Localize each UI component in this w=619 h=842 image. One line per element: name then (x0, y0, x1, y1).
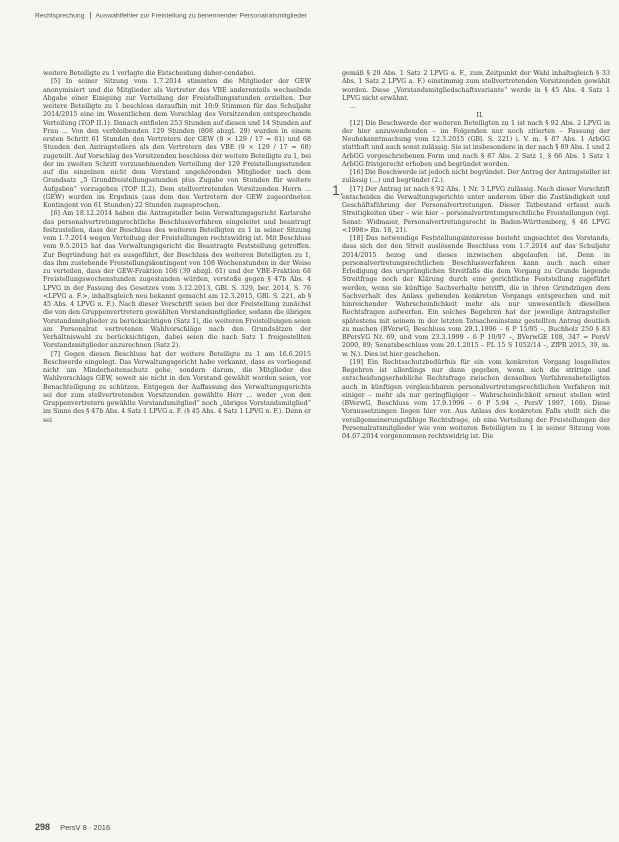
paragraph: [18] Das notwendige Feststellungsinteresse besteht ungeachtet des Vorstands, dass sich der den Streit auslösende Beschluss vom 1.7.2014 auf das Schuljahr 2014/2015 bezog und dieses inzwischen abgelaufen ist. Denn in personalvertretungsrechtlichen Beschlussverfahren kann auch nach einer Erledigung des ursprünglichen Streitfalls die dem Vorgang zu Grunde liegende Streitfrage noch der Klärung durch eine gerichtliche Feststellung zugeführt werden, wenn sie künftige Sachverhalte betrifft, die in ihren Grundzügen dem Sachverhalt des Anlass gebenden konkreten Vorgangs entsprechen und mit hinreichender Wahrscheinlichkeit mehr als nur unwesentlich dieselben Rechtsfragen aufwerfen. Ein solches Begehren hat der jeweilige Antragsteller spätestens mit seinem in der letzten Tatsacheninstanz gestellten Antrag deutlich zu machen (BVerwG, Beschluss vom 29.1.1996 – 6 P 15/95 –, Buchholz 250 § 83 BPersVG Nr. 69, und vom 23.3.1999 – 6 P 10/97 –, BVerwGE 108, 347 = PersV 2000, 89; Senatsbeschluss vom 20.1.2015 – PL 15 S 1052/14 –, ZfPR 2015, 39, m. w. N.). Dies ist hier geschehen. (342, 235, 610, 358)
section-heading: II. (476, 111, 484, 120)
margin-number: 1. (332, 181, 344, 198)
paragraph: gemäß § 29 Abs. 1 Satz 2 LPVG a. F., zum Zeitpunkt der Wahl inhaltsgleich § 33 Abs. 1 Satz 2 LPVG a. F.) einstimmig zum stellvertretenden Vorsitzenden gewählt worden. Diese „Vorstandsmitgliedschaftsvariante“ werde in § 45 Abs. 4 Satz 1 LPVG nicht erwähnt. (342, 70, 610, 102)
header-section: Rechtsprechung (35, 12, 85, 20)
page-footer (35, 822, 110, 832)
paragraph: [12] Die Beschwerde der weiteren Beteiligten zu 1 ist nach § 92 Abs. 2 LPVG in der hier anzuwendenden – im Folgenden nur noch zitierten – Fassung der Neubekanntmachung vom 12.3.2015 (GBl. S. 221) i. V. m. § 87 Abs. 1 ArbGG statthaft und auch sonst zulässig. Sie ist insbesondere in der nach § 89 Abs. 1 und 2 ArbGG vorgeschriebenen Form und nach § 87 Abs. 2 Satz 1, § 66 Abs. 1 Satz 1 ArbGG fristgerecht erhoben und begründet worden. (342, 119, 610, 168)
header-separator (90, 12, 91, 19)
paragraph: [7] Gegen diesen Beschluss hat der weitere Beteiligte zu 1 am 16.6.2015 Beschwerde eingelegt. Das Verwaltungsgericht habe verkannt, dass es vorliegend nicht um Minderheitenschutz gehe, sondern darum, die Mitglieder des Wahlvorschlags GEW, soweit sie nicht in den Vorstand gewählt worden seien, vor Benachteiligung zu schützen. Entgegen der Auffassung des Verwaltungsgerichts sei der zum stellvertretenden Vorsitzenden gewählte Herr ... weder „von den Gruppenvertretern gewählte Vorstandsmitglied“ noch „übriges Vorstandsmitglied“ im Sinne des § 47b Abs. 4 Satz 1 LPVG a. F. (§ 45 Abs. 4 Satz 1 LPVG n. F.). Denn er sei (43, 350, 311, 424)
paragraph: weitere Beteiligte zu 1 verlagte die Entscheidung daher-cendabei. (43, 70, 256, 77)
paragraph: [16] Die Beschwerde ist jedoch nicht begründet. Der Antrag der Antragsteller ist zulässig (...) und begründet (2.). (342, 169, 610, 185)
paragraph: [5] In seiner Sitzung vom 1.7.2014 stimmten die Mitglieder der GEW anonymisiert und die Mitglieder als Vertreter des VBE anderenteils wechselnde Abgabe einer Einigung zur Verteilung der Freistellungsstunden erzielten. Der weitere Beteiligte zu 1 beschloss daraufhin mit 10:9 Stimmen für das Schuljahr 2014/2015 eine im Wesentlichen dem Vorschlag des Vorsitzenden entsprechende Verteilung (TOP II.1). Danach entfielen 253 Stunden auf diesen und 14 Stunden auf Frau ... Von den verbleibenden 129 Stunden (808 abzgl. 29) wurden in einem ersten Schritt 61 Stunden den Vertretern der GEW (8 × 129 / 17 = 61) und 68 Stunden den Antragstellern als den Vertretern des VBE (9 × 129 / 17 = 68) zugeteilt. Auf Vorschlag des Vorsitzenden beschloss der weitere Beteiligte zu 1, bei der im zweiten Schritt vorzunehmenden Verteilung der 129 Freistellungsstunden auf die einzelnen nicht dem Vorstand angehörenden Mitglieder nach dem Grundsatz „5 Grundfreistellungsstunden plus Zugabe von Stunden für weitere Aufgaben“ vorzugehen (TOP II.2). Dem stellvertretenden Vorsitzenden Herrn ... (GEW) wurden im Ergebnis (aus dem den Vertretern der GEW zugeordneten Kontingent von 61 Stunden) 22 Stunden zugesprochen. (43, 78, 311, 209)
left-column (43, 70, 311, 822)
paragraph: [17] Der Antrag ist nach § 92 Abs. 1 Nr. 3 LPVG zulässig. Nach dieser Vorschrift entscheiden die Verwaltungsgerichte unter anderem über die Zuständigkeit und Geschäftsführung der Personalvertretungen. Dieser Tatbestand erfasst auch Streitigkeiten über – wie hier – personalvertretungsrechtliche Freistellungen (vgl. Senat: Widmaier, Personalvertretungsrecht in Baden-Württemberg, § 46 LPVG <1998> Rn. 18, 21). (342, 185, 610, 234)
running-header (35, 12, 595, 19)
omission-mark: ... (350, 103, 357, 110)
right-column (332, 70, 610, 822)
paragraph: [6] Am 18.12.2014 haben die Antragsteller beim Verwaltungsgericht Karlsruhe das personalvertretungsrechtliche Beschlussverfahren eingeleitet und beantragt festzustellen, dass der Beschluss des weiteren Beteiligten zu 1 in seiner Sitzung vom 1.7.2014 wegen Verteilung der Freistellungen rechtswidrig ist. Mit Beschluss vom 9.5.2015 hat das Verwaltungsgericht die Beantragte Feststellung getroffen. Zur Begründung hat es ausgeführt, der Beschluss des weiteren Beteiligten zu 1, das ihm zustehende Freistellungskontingent von 108 Wochenstunden in der Weise zu verteilen, dass der GEW-Fraktion 108 (39 abzgl. 61) und der VBE-Fraktion 68 Freistellungswochenstunden zugestanden würden, verstoße gegen § 47b Abs. 4 LPVG in der Fassung des Gesetzes vom 3.12.2013, GBl. S. 329, ber. 2014, S. 76 <LPVG a. F.>, inhaltsgleich neu bekannt gemacht am 12.3.2015, GBl. S. 221, ab § 45 Abs. 4 LPVG n. F.). Nach dieser Vorschrift seien bei der Freistellung zunächst die von den Gruppenvertretern gewählten Vorstandsmitglieder, sodann die übrigen Vorstandsmitglieder zu berücksichtigen (Satz 1), die weiteren Freistellungen seien am Personalrat vertretenen Wahlvorschläge nach den Grundsätzen der Verhältniswahl zu berücksichtigen, dabei seien die nach Satz 1 freigestellten Vorstandsmitglieder anzurechnen (Satz 2). (43, 210, 311, 350)
journal-name: PersV 8 · 2016 (60, 823, 111, 832)
numbered-block (332, 181, 610, 236)
paragraph: [19] Ein Rechtsschutzbedürfnis für ein vom konkreten Vorgang losgelöstes Begehren ist allerdings nur dann gegeben, wenn sich die strittige und entscheidungserhebliche Rechtsfrage zwischen denselben Verfahrensbeteiligten auch in künftigen vergleichbaren personalvertretungsrechtlichen Verfahren mit einiger – mehr als nur geringfügiger – Wahrscheinlichkeit erneut stellen wird (BVerwG, Beschluss vom 17.9.1996 – 6 P 5.94 –, PersV 1997, 169). Diese Voraussetzungen liegen hier vor. Aus Anlass des konkreten Falls stellt sich die verallgemeinerungsfähige Rechtsfrage, ob eine Verteilung der Freistellungen der Personalratsmitglieder wie vom weiteren Beteiligten zu 1 in seiner Sitzung vom 04.07.2014 vorgenommen rechtswidrig ist. Die (342, 358, 610, 440)
page-number: 298 (35, 822, 51, 832)
header-title: Auswahlfehler zur Freistellung zu benennender Personalratsmitglieder (95, 12, 308, 20)
